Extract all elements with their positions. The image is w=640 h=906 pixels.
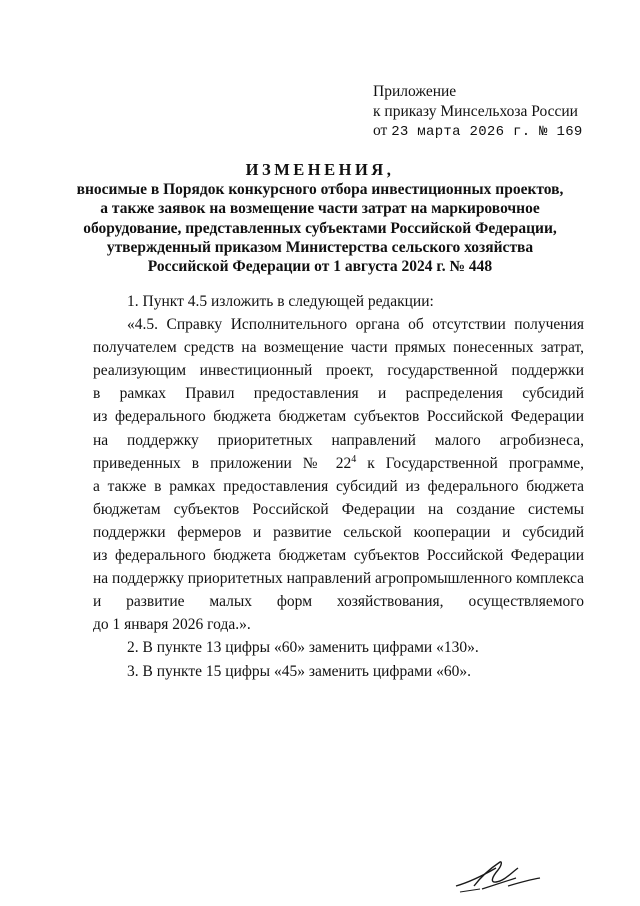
quote-line: поддержки фермеров и развитие сельской кооперации и субсидий [93, 523, 584, 541]
quote-line-last: до 1 января 2026 года.». [93, 616, 251, 634]
quote-line: в рамках Правил предоставления и распределения субсидий [93, 385, 584, 403]
paragraph-3: 3. В пункте 15 цифры «45» заменить цифрами «60». [127, 662, 471, 680]
quote-line: бюджетам субъектов Российской Федерации на создание системы [93, 500, 584, 518]
title-line: оборудование, представленных субъектами Российской Федерации, [83, 219, 557, 237]
title-line: утвержденный приказом Министерства сельского хозяйства [106, 238, 534, 256]
quote-line: «4.5. Справку Исполнительного органа об отсутствии получения [127, 316, 584, 334]
quote-line: а также в рамках предоставления субсидий из федерального бюджета [93, 477, 584, 495]
appendix-label: Приложение [373, 83, 457, 100]
quote-line: из федерального бюджета бюджетам субъектов Российской Федерации [93, 408, 584, 426]
appendix-order-date: от 23 марта 2026 г. № 169 [373, 122, 583, 140]
quote-line-with-superscript: приведенных в приложении № $22^4$ к Государственной программе, [93, 453, 585, 472]
title-line: вносимые в Порядок конкурсного отбора инвестиционных проектов, [76, 181, 564, 199]
quote-line: реализующим инвестиционный проект, государственной поддержки [93, 362, 584, 380]
appendix-header [373, 82, 583, 143]
paragraph-1: 1. Пункт 4.5 изложить в следующей редакции: [127, 293, 434, 310]
quote-line: получателем средств на возмещение части прямых понесенных затрат, [93, 339, 584, 357]
handwritten-signature [452, 856, 552, 896]
quote-line: из федерального бюджета бюджетам субъектов Российской Федерации [93, 547, 584, 565]
quote-line: на поддержку приоритетных направлений малого агробизнеса, [93, 431, 584, 449]
superscript: 4 [351, 453, 357, 465]
quote-line: и развитие малых форм хозяйствования, осуществляемого [93, 593, 584, 611]
title-line: а также заявок на возмещение части затрат на маркировочное [100, 200, 540, 218]
appendix-order-ref: к приказу Минсельхоза России [373, 102, 578, 120]
quote-line: на поддержку приоритетных направлений агропромышленного комплекса [93, 570, 584, 588]
document-title [60, 160, 580, 276]
title-line: Российской Федерации от 1 августа 2024 г. № 448 [147, 258, 493, 276]
title-heading: ИЗМЕНЕНИЯ, [245, 160, 395, 179]
paragraph-2: 2. В пункте 13 цифры «60» заменить цифрами «130». [127, 639, 479, 657]
document-body [93, 290, 584, 683]
